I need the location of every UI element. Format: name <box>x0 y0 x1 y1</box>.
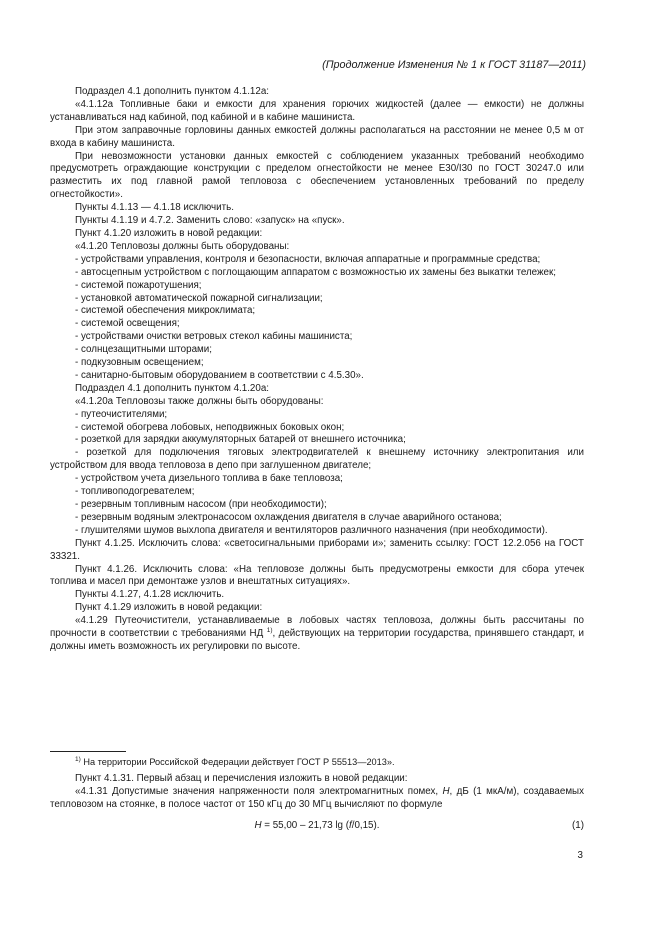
list-item: - системой пожаротушения; <box>75 279 202 291</box>
paragraph: Подраздел 4.1 дополнить пунктом 4.1.20а: <box>75 382 269 394</box>
list-item: - устройством учета дизельного топлива в баке тепловоза; <box>75 473 343 485</box>
paragraph: - автосцепным устройством с поглощающим аппаратом с возможностью их замены без выкатки тележек; <box>75 266 557 278</box>
paragraph: - устройствами управления, контроля и безопасности, включая аппаратные и программные средства; <box>75 253 541 265</box>
paragraph: Пункт 4.1.20 изложить в новой редакции: <box>75 227 263 239</box>
footnote-text: На территории Российской Федерации действует ГОСТ Р 55513—2013». <box>80 757 395 767</box>
formula-var-f: f <box>348 820 352 831</box>
paragraph-list <box>50 86 584 615</box>
lower-body <box>50 773 584 812</box>
paragraph-4-1-31-part2: , дБ (1 мкА/м), создаваемых тепловозом на стоянке, в полосе частот от 150 кГц до 30 МГц вычисляют по формуле <box>50 785 584 810</box>
list-item: - устройствами очистки ветровых стекол кабины машиниста; <box>75 331 353 343</box>
variable-h: Н <box>442 785 450 797</box>
paragraph-4-1-29-part1: «4.1.29 Путеочистители, устанавливаемые в лобовых частях тепловоза, должны быть рассчитаны по прочности в соответствии с требованиями НД <box>50 615 584 640</box>
paragraph: - розеткой для подключения тяговых электродвигателей к внешнему источнику электропитания или устройством для ввода тепловоза в депо при заглушенном двигателе; <box>50 447 584 472</box>
paragraph: Подраздел 4.1 дополнить пунктом 4.1.12а: <box>75 86 269 97</box>
list-item: - установкой автоматической пожарной сигнализации; <box>75 292 323 304</box>
paragraph: Пункты 4.1.27, 4.1.28 исключить. <box>75 589 225 601</box>
continuation-header: (Продолжение Изменения № 1 к ГОСТ 31187—2011) <box>322 59 586 71</box>
formula-row <box>50 820 584 833</box>
paragraph: Пункт 4.1.25. Исключить слова: «светосигнальными приборами и»; заменить ссылку: ГОСТ 12.2.056 на ГОСТ 33321. <box>50 537 584 562</box>
list-item: - санитарно-бытовым оборудованием в соответствии с 4.5.30». <box>75 369 364 381</box>
paragraph-4-1-31 <box>50 786 584 812</box>
footnote <box>75 756 395 768</box>
page-number: 3 <box>577 850 583 861</box>
paragraph: Пункт 4.1.29 изложить в новой редакции: <box>75 602 263 614</box>
paragraph: - глушителями шумов выхлопа двигателя и вентиляторов различного назначения (при необходимости). <box>75 524 548 536</box>
footnote-divider <box>50 751 126 752</box>
list-item: - путеочистителями; <box>75 408 168 420</box>
paragraph-4-1-29-part2: , действующих на территории государства, принявшего стандарт, и должны иметь возможность их регулировки по высоте. <box>50 628 584 652</box>
paragraph: Пункт 4.1.26. Исключить слова: «На тепловозе должны быть предусмотрены емкости для сбора утечек топлива и масел при демонтаже узлов и внештатных ситуациях». <box>50 563 584 588</box>
list-item: - розеткой для зарядки аккумуляторных батарей от внешнего источника; <box>75 434 406 446</box>
paragraph-4-1-31-part1: «4.1.31 Допустимые значения напряженности поля электромагнитных помех, <box>75 785 443 797</box>
list-item: - резервным топливным насосом (при необходимости); <box>75 499 327 510</box>
list-item: - системой освещения; <box>75 318 180 330</box>
paragraph-4-1-31-heading: Пункт 4.1.31. Первый абзац и перечисления изложить в новой редакции: <box>75 773 408 784</box>
paragraph: «4.1.20а Тепловозы также должны быть оборудованы: <box>75 395 324 407</box>
list-item: - резервным водяным электронасосом охлаждения двигателя в случае аварийного останова; <box>75 511 502 523</box>
list-item: - системой обогрева лобовых, неподвижных боковых окон; <box>75 421 345 433</box>
paragraph: Пункты 4.1.13 — 4.1.18 исключить. <box>75 202 234 214</box>
paragraph: Пункты 4.1.19 и 4.7.2. Заменить слово: «запуск» на «пуск». <box>75 215 345 227</box>
list-item: - топливоподогревателем; <box>75 486 195 498</box>
paragraph-4-1-29 <box>50 615 584 654</box>
list-item: - подкузовным освещением; <box>75 357 204 369</box>
footnote-reference: 1) <box>266 627 273 635</box>
paragraph: При невозможности установки данных емкостей с соблюдением указанных требований необходимо предусмотреть ограждающие конструкции с пределом огнестойкости не менее Е30/I30 по ГОСТ 30247.0 или разместить их под главной рамой тепловоза с обеспечением установленных требований по пределу огнестойкости». <box>50 150 584 201</box>
paragraph: «4.1.12а Топливные баки и емкости для хранения горючих жидкостей (далее — емкости) не должны устанавливаться над кабиной, под кабиной и в кабине машиниста. <box>50 98 584 123</box>
footnote-marker: 1) <box>75 756 81 763</box>
formula-end: /0,15). <box>351 820 380 831</box>
paragraph: При этом заправочные горловины данных емкостей должны располагаться на расстоянии не менее 0,5 м от входа в кабину машиниста. <box>50 124 584 149</box>
formula-middle: = 55,00 – 21,73 lg ( <box>261 820 349 831</box>
formula-var-h: H <box>254 820 262 831</box>
formula <box>50 820 584 831</box>
formula-number: (1) <box>572 820 584 831</box>
list-item: - солнцезащитными шторами; <box>75 344 212 356</box>
document-body <box>50 86 584 654</box>
list-item: - системой обеспечения микроклимата; <box>75 305 256 317</box>
paragraph: «4.1.20 Тепловозы должны быть оборудованы: <box>75 240 290 252</box>
